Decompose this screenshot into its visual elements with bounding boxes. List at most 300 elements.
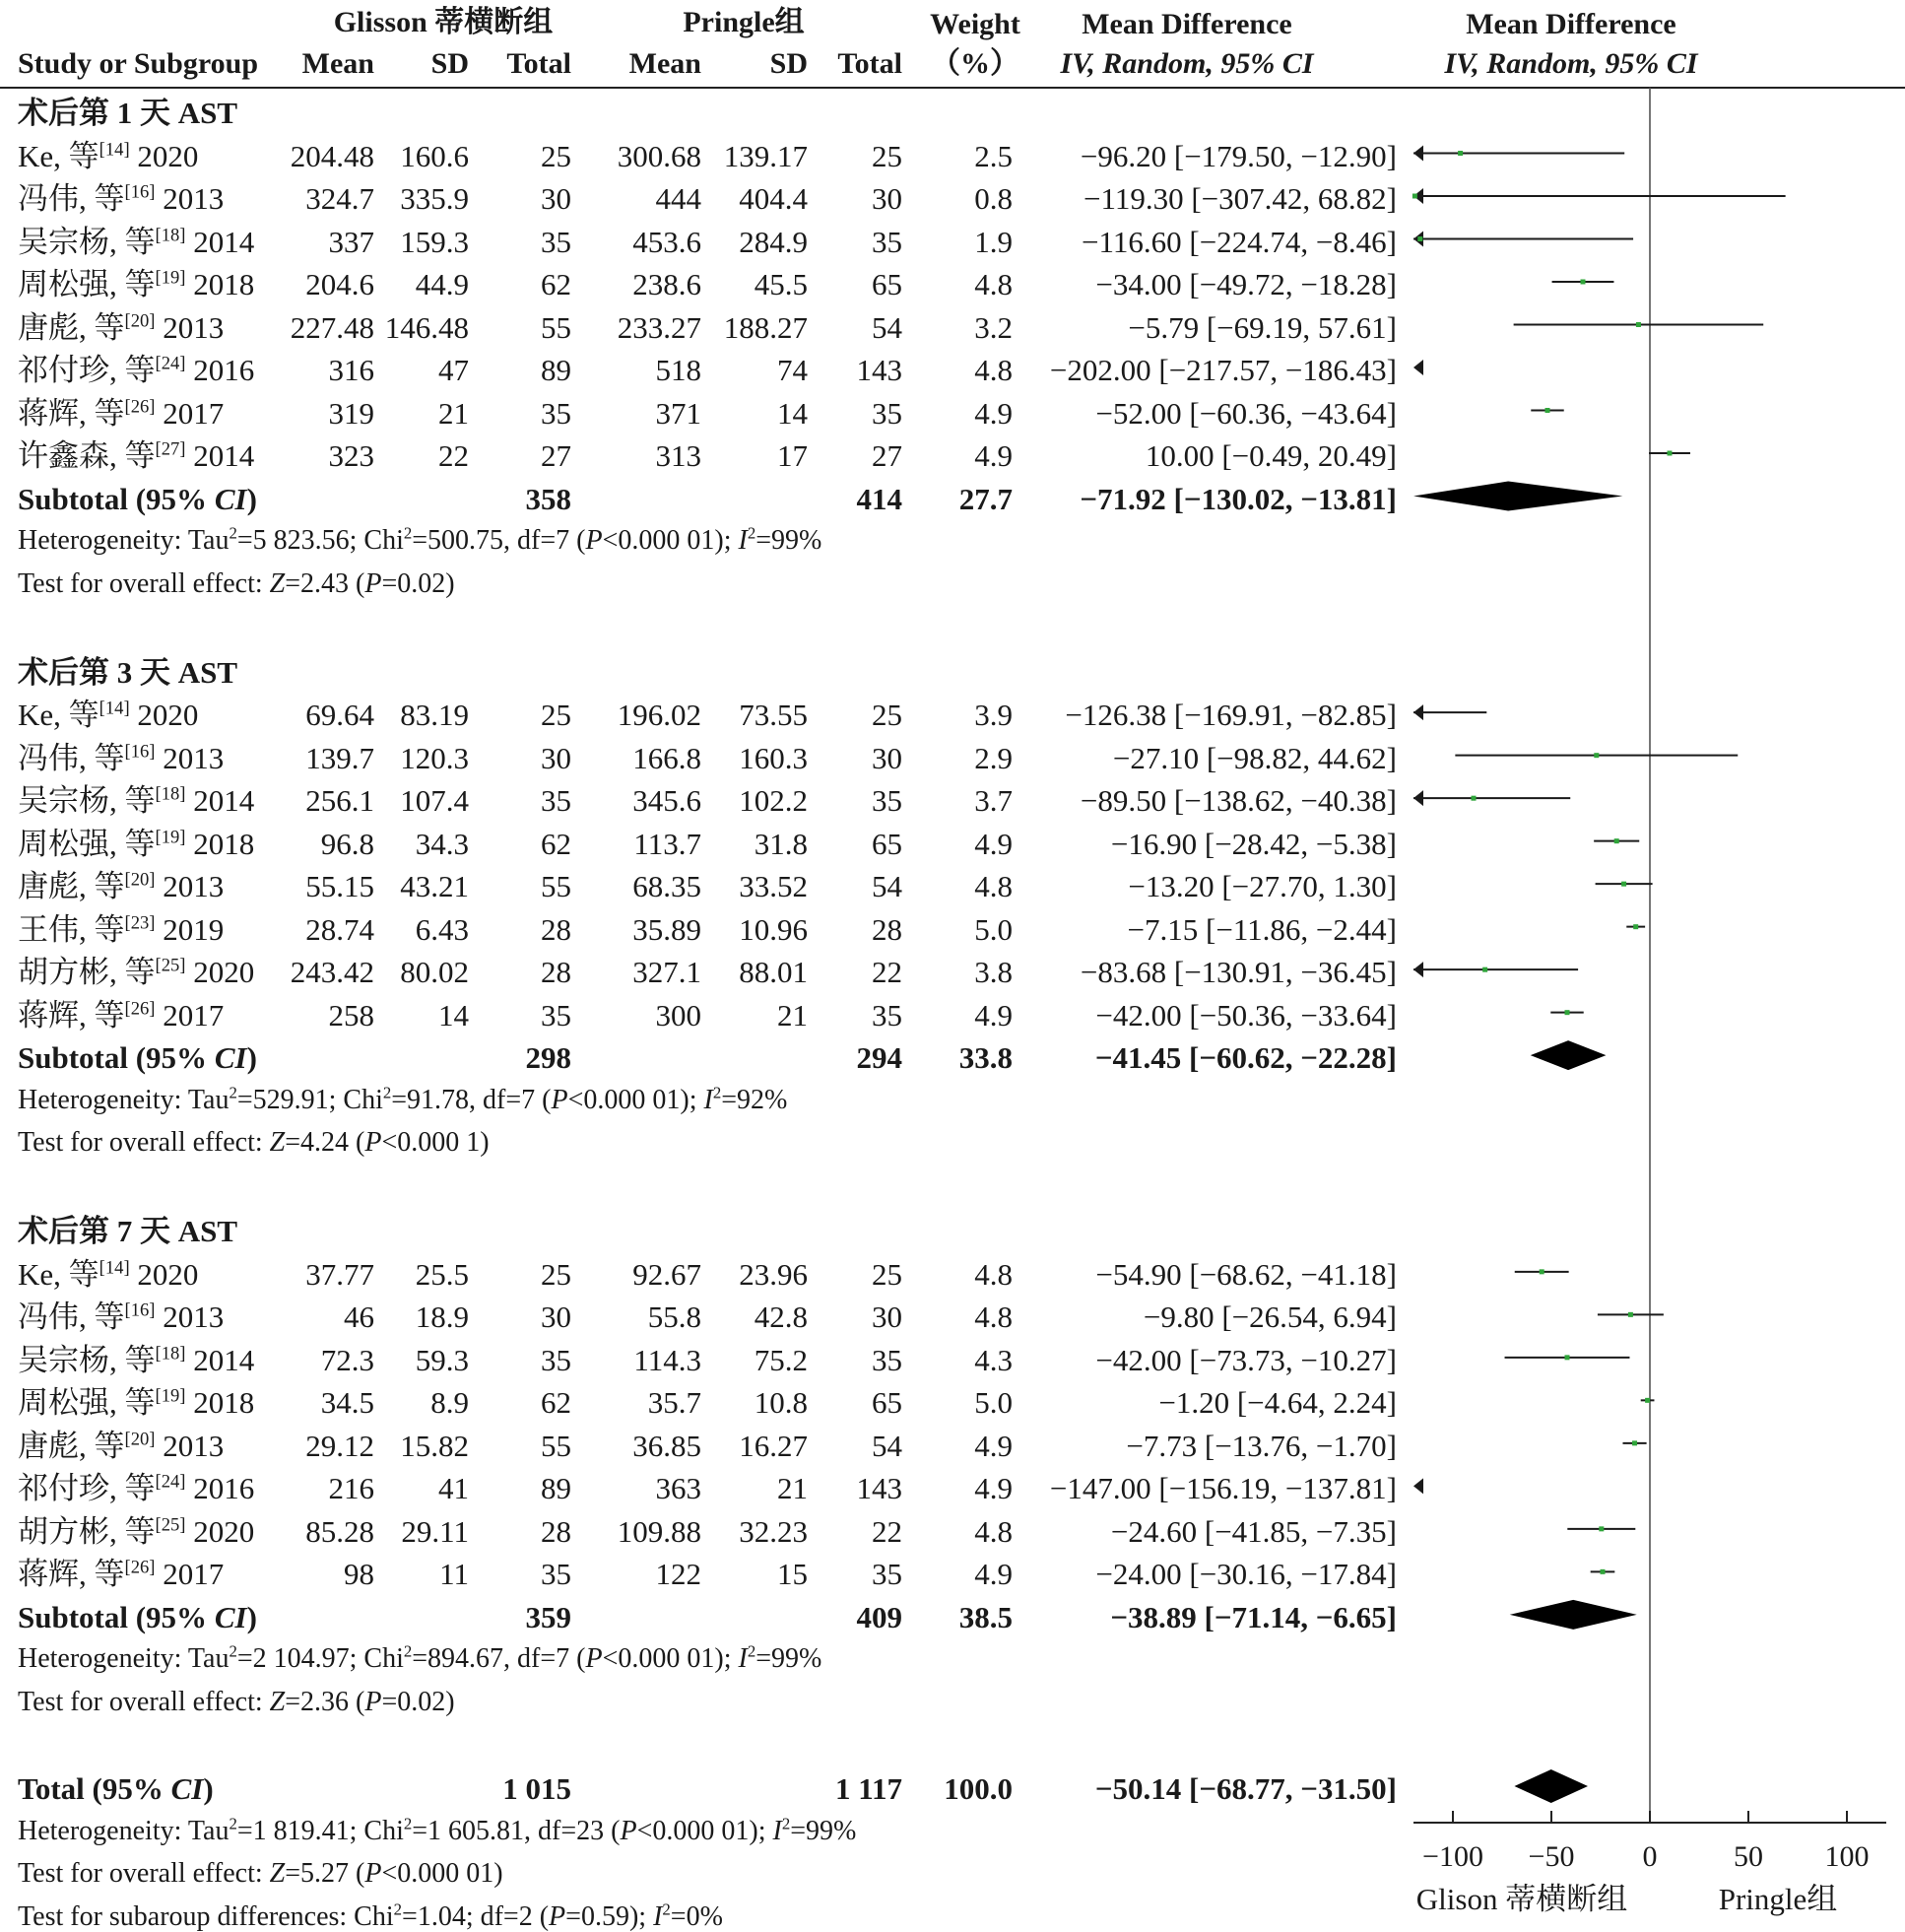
overall-effect-note: Test for overall effect: Z=2.36 (P=0.02) bbox=[18, 1686, 455, 1717]
study-year: 2013 bbox=[163, 740, 225, 775]
study-ref: [26] bbox=[124, 998, 156, 1020]
cell-md-ci: −83.68 [−130.91, −36.45] bbox=[1080, 955, 1397, 990]
subtotal-label-text: Subtotal (95% bbox=[18, 481, 215, 516]
cell-mean1: 204.6 bbox=[305, 267, 374, 301]
x-tick-label: −50 bbox=[1528, 1840, 1575, 1873]
pooled-diamond bbox=[1514, 1769, 1588, 1803]
study-year: 2018 bbox=[193, 1385, 255, 1421]
col-mean2-header: Mean bbox=[628, 47, 701, 80]
cell-mean1: 96.8 bbox=[320, 826, 374, 861]
study-ref: [18] bbox=[155, 225, 186, 246]
study-ref: [20] bbox=[124, 310, 156, 332]
cell-total2: 28 bbox=[872, 911, 902, 947]
cell-total2: 22 bbox=[872, 955, 902, 990]
cell-mean2: 113.7 bbox=[633, 826, 701, 861]
point-estimate bbox=[1581, 280, 1586, 285]
study-year: 2019 bbox=[163, 911, 225, 947]
cell-mean2: 55.8 bbox=[647, 1299, 701, 1335]
study-name: 吴宗杨, 等 bbox=[18, 783, 156, 819]
cell-weight: 2.9 bbox=[974, 740, 1013, 775]
cell-mean2: 327.1 bbox=[632, 955, 701, 990]
group1-header: Glisson 蒂横断组 bbox=[333, 6, 554, 38]
cell-sd2: 188.27 bbox=[723, 309, 808, 345]
cell-sd2: 15 bbox=[777, 1557, 808, 1592]
study-ref: [16] bbox=[124, 1300, 156, 1322]
cell-mean2: 238.6 bbox=[632, 267, 701, 301]
study-name: 周松强, 等 bbox=[18, 267, 156, 301]
cell-mean1: 29.12 bbox=[305, 1428, 374, 1463]
study-label bbox=[18, 997, 225, 1033]
study-name: 胡方彬, 等 bbox=[18, 955, 156, 990]
study-name: Ke, 等 bbox=[18, 138, 99, 173]
cell-weight: 4.8 bbox=[974, 353, 1013, 387]
cell-sd1: 41 bbox=[438, 1471, 469, 1506]
cell-total1: 62 bbox=[541, 1385, 571, 1421]
cell-sd1: 159.3 bbox=[400, 224, 469, 259]
study-name: 蒋辉, 等 bbox=[18, 997, 125, 1033]
cell-sd1: 14 bbox=[438, 997, 469, 1033]
subtotal-total2: 409 bbox=[856, 1599, 902, 1634]
cell-mean1: 85.28 bbox=[305, 1513, 374, 1549]
study-ref: [14] bbox=[99, 698, 130, 719]
cell-total1: 89 bbox=[541, 353, 571, 387]
subtotal-weight: 33.8 bbox=[958, 1040, 1013, 1076]
point-estimate bbox=[1417, 236, 1422, 241]
cell-md-ci: −9.80 [−26.54, 6.94] bbox=[1143, 1299, 1397, 1335]
point-estimate bbox=[1621, 882, 1626, 887]
cell-md-ci: −24.00 [−30.16, −17.84] bbox=[1095, 1557, 1397, 1592]
cell-md-ci: −13.20 [−27.70, 1.30] bbox=[1128, 869, 1397, 904]
cell-md-ci: −27.10 [−98.82, 44.62] bbox=[1112, 740, 1397, 775]
cell-md-ci: −147.00 [−156.19, −137.81] bbox=[1049, 1471, 1397, 1506]
cell-total2: 30 bbox=[872, 181, 902, 216]
cell-sd1: 11 bbox=[439, 1557, 469, 1592]
study-label bbox=[18, 440, 254, 471]
x-tick-label: 0 bbox=[1642, 1840, 1658, 1873]
cell-md-ci: −52.00 [−60.36, −43.64] bbox=[1095, 395, 1397, 431]
study-name: 周松强, 等 bbox=[18, 826, 156, 861]
cell-sd1: 29.11 bbox=[401, 1513, 469, 1549]
cell-weight: 4.8 bbox=[974, 1299, 1013, 1335]
cell-total2: 35 bbox=[872, 224, 902, 259]
cell-sd1: 335.9 bbox=[400, 181, 469, 216]
subtotal-md-ci: −71.92 [−130.02, −13.81] bbox=[1080, 481, 1397, 516]
study-ref: [27] bbox=[155, 438, 186, 460]
cell-weight: 4.9 bbox=[974, 1557, 1013, 1592]
cell-total2: 35 bbox=[872, 395, 902, 431]
cell-total1: 62 bbox=[541, 826, 571, 861]
study-ref: [14] bbox=[99, 1257, 130, 1279]
subgroup-title: 术后第 3 天 AST bbox=[18, 654, 238, 690]
cell-total1: 35 bbox=[541, 783, 571, 819]
cell-md-ci: −7.15 [−11.86, −2.44] bbox=[1127, 911, 1397, 947]
subtotal-ci-word: CI bbox=[214, 1599, 247, 1634]
cell-sd2: 73.55 bbox=[739, 698, 808, 733]
cell-md-ci: −42.00 [−73.73, −10.27] bbox=[1095, 1342, 1397, 1377]
cell-sd1: 44.9 bbox=[415, 267, 469, 301]
subtotal-label-text: Subtotal (95% bbox=[18, 1599, 215, 1634]
x-axis-left-label: Glison 蒂横断组 bbox=[1415, 1882, 1628, 1916]
cell-sd1: 83.19 bbox=[400, 698, 469, 733]
subtotal-total2: 294 bbox=[856, 1040, 902, 1076]
study-name: 唐彪, 等 bbox=[18, 309, 125, 345]
cell-mean2: 313 bbox=[655, 438, 701, 473]
cell-total2: 143 bbox=[856, 1471, 902, 1506]
cell-sd2: 88.01 bbox=[739, 955, 808, 990]
cell-mean1: 337 bbox=[328, 224, 374, 259]
cell-total1: 55 bbox=[541, 309, 571, 345]
cell-mean1: 55.15 bbox=[305, 869, 374, 904]
cell-sd2: 75.2 bbox=[754, 1342, 808, 1377]
cell-md-ci: −1.20 [−4.64, 2.24] bbox=[1158, 1385, 1397, 1421]
cell-mean2: 35.89 bbox=[632, 911, 701, 947]
cell-total2: 65 bbox=[872, 1385, 902, 1421]
cell-total1: 55 bbox=[541, 869, 571, 904]
cell-weight: 4.8 bbox=[974, 869, 1013, 904]
study-name: 许鑫森, 等 bbox=[18, 438, 156, 473]
cell-sd2: 42.8 bbox=[754, 1299, 808, 1335]
study-ref: [26] bbox=[124, 396, 156, 418]
subtotal-close: ) bbox=[246, 1040, 257, 1076]
cell-weight: 4.8 bbox=[974, 1256, 1013, 1292]
study-year: 2020 bbox=[137, 698, 199, 733]
point-estimate bbox=[1645, 1398, 1650, 1403]
weight-unit-header: （%） bbox=[931, 47, 1019, 80]
study-ref: [24] bbox=[155, 353, 186, 374]
study-name: 祁付珍, 等 bbox=[18, 1471, 156, 1506]
cell-total2: 25 bbox=[872, 1256, 902, 1292]
cell-weight: 4.3 bbox=[974, 1342, 1013, 1377]
cell-mean2: 363 bbox=[655, 1471, 701, 1506]
cell-sd1: 34.3 bbox=[415, 826, 469, 861]
cell-total1: 30 bbox=[541, 181, 571, 216]
subtotal-weight: 38.5 bbox=[958, 1599, 1013, 1634]
cell-total2: 35 bbox=[872, 1342, 902, 1377]
cell-total1: 28 bbox=[541, 911, 571, 947]
cell-md-ci: −7.73 [−13.76, −1.70] bbox=[1126, 1428, 1397, 1463]
footer-note: Heterogeneity: Tau$^2$=1 819.41; Chi$^2$=1 605.81, df=23 (P<0.000 01); $I^2=99\%$ bbox=[18, 1814, 857, 1846]
cell-weight: 4.8 bbox=[974, 1513, 1013, 1549]
cell-total1: 30 bbox=[541, 1299, 571, 1335]
cell-total1: 35 bbox=[541, 1557, 571, 1592]
group2-header: Pringle组 bbox=[683, 6, 805, 38]
cell-total2: 65 bbox=[872, 826, 902, 861]
md-sub-header: IV, Random, 95% CI bbox=[1060, 47, 1314, 80]
total-weight: 100.0 bbox=[944, 1771, 1013, 1807]
study-year: 2014 bbox=[193, 783, 255, 819]
study-ref: [19] bbox=[155, 267, 186, 289]
study-label bbox=[18, 1513, 255, 1549]
subtotal-total2: 414 bbox=[856, 481, 902, 516]
cell-sd2: 45.5 bbox=[754, 267, 808, 301]
cell-total1: 62 bbox=[541, 267, 571, 301]
cell-mean1: 37.77 bbox=[305, 1256, 374, 1292]
cell-total2: 22 bbox=[872, 1513, 902, 1549]
point-estimate bbox=[1668, 451, 1673, 456]
col-mean1-header: Mean bbox=[301, 47, 374, 80]
plot-sub-header: IV, Random, 95% CI bbox=[1444, 47, 1698, 80]
study-name: 蒋辉, 等 bbox=[18, 395, 125, 431]
cell-md-ci: −24.60 [−41.85, −7.35] bbox=[1110, 1513, 1397, 1549]
cell-total2: 143 bbox=[856, 353, 902, 387]
cell-mean2: 109.88 bbox=[617, 1513, 701, 1549]
cell-sd2: 102.2 bbox=[739, 783, 808, 819]
cell-weight: 4.9 bbox=[974, 997, 1013, 1033]
study-label bbox=[18, 911, 225, 947]
study-label bbox=[18, 1471, 255, 1506]
cell-md-ci: −16.90 [−28.42, −5.38] bbox=[1110, 826, 1397, 861]
study-label bbox=[18, 269, 254, 300]
cell-md-ci: −34.00 [−49.72, −18.28] bbox=[1095, 267, 1397, 301]
cell-sd1: 6.43 bbox=[415, 911, 469, 947]
x-tick-label: 50 bbox=[1734, 1840, 1763, 1873]
cell-sd2: 160.3 bbox=[739, 740, 808, 775]
study-ref: [18] bbox=[155, 1343, 186, 1365]
cell-sd2: 32.23 bbox=[739, 1513, 808, 1549]
cell-weight: 3.7 bbox=[974, 783, 1013, 819]
study-label bbox=[18, 826, 255, 861]
subtotal-total1: 359 bbox=[525, 1599, 571, 1634]
point-estimate bbox=[1482, 967, 1487, 972]
study-ref: [19] bbox=[155, 1386, 186, 1408]
cell-mean1: 216 bbox=[328, 1471, 374, 1506]
point-estimate bbox=[1636, 322, 1641, 327]
study-ref: [16] bbox=[124, 181, 156, 203]
cell-mean2: 122 bbox=[655, 1557, 701, 1592]
cell-weight: 4.9 bbox=[974, 438, 1013, 473]
study-year: 2013 bbox=[163, 309, 225, 345]
study-year: 2017 bbox=[163, 395, 225, 431]
study-year: 2018 bbox=[193, 267, 255, 301]
subgroup-title: 术后第 7 天 AST bbox=[18, 1214, 238, 1249]
cell-total1: 25 bbox=[541, 138, 571, 173]
cell-sd2: 139.17 bbox=[723, 138, 808, 173]
ci-arrow-left bbox=[1413, 146, 1423, 162]
cell-weight: 5.0 bbox=[974, 1385, 1013, 1421]
study-name: 冯伟, 等 bbox=[18, 1299, 125, 1335]
cell-md-ci: −89.50 [−138.62, −40.38] bbox=[1080, 783, 1397, 819]
md-header: Mean Difference bbox=[1082, 8, 1292, 40]
subtotal-total1: 358 bbox=[525, 481, 571, 516]
cell-sd2: 14 bbox=[777, 395, 808, 431]
cell-sd2: 10.96 bbox=[739, 911, 808, 947]
cell-sd1: 146.48 bbox=[384, 309, 469, 345]
cell-total2: 25 bbox=[872, 138, 902, 173]
cell-total2: 54 bbox=[872, 1428, 902, 1463]
total-label-text: Total (95% bbox=[18, 1771, 171, 1807]
weight-header: Weight bbox=[930, 8, 1020, 40]
cell-sd2: 284.9 bbox=[739, 224, 808, 259]
study-label bbox=[18, 395, 225, 431]
cell-sd1: 120.3 bbox=[400, 740, 469, 775]
point-estimate bbox=[1632, 1440, 1637, 1445]
cell-mean2: 444 bbox=[655, 181, 701, 216]
cell-sd2: 23.96 bbox=[739, 1256, 808, 1292]
study-ref: [24] bbox=[155, 1472, 186, 1494]
cell-mean2: 36.85 bbox=[632, 1428, 701, 1463]
cell-sd2: 10.8 bbox=[754, 1385, 808, 1421]
study-label bbox=[18, 309, 225, 345]
total-total2: 1 117 bbox=[834, 1771, 902, 1807]
cell-sd1: 21 bbox=[438, 395, 469, 431]
cell-sd1: 80.02 bbox=[400, 955, 469, 990]
study-year: 2020 bbox=[193, 955, 255, 990]
cell-total1: 25 bbox=[541, 698, 571, 733]
cell-mean1: 139.7 bbox=[305, 740, 374, 775]
study-label bbox=[18, 224, 255, 259]
cell-total2: 27 bbox=[872, 438, 902, 473]
cell-md-ci: 10.00 [−0.49, 20.49] bbox=[1145, 438, 1397, 473]
study-name: 胡方彬, 等 bbox=[18, 1513, 156, 1549]
cell-total1: 35 bbox=[541, 1342, 571, 1377]
cell-sd1: 18.9 bbox=[415, 1299, 469, 1335]
subtotal-label bbox=[18, 1040, 257, 1076]
study-ref: [25] bbox=[155, 1514, 186, 1536]
study-name: 祁付珍, 等 bbox=[18, 353, 156, 387]
cell-mean2: 233.27 bbox=[617, 309, 701, 345]
cell-mean1: 324.7 bbox=[305, 181, 374, 216]
cell-mean1: 34.5 bbox=[320, 1385, 374, 1421]
cell-total1: 35 bbox=[541, 997, 571, 1033]
study-label bbox=[18, 1342, 255, 1377]
heterogeneity-note: Heterogeneity: Tau$^2$=5 823.56; Chi$^2$=500.75, df=7 (P<0.000 01); $I^2=99\%$ bbox=[18, 523, 822, 556]
point-estimate bbox=[1633, 924, 1638, 929]
point-estimate bbox=[1472, 796, 1477, 801]
cell-mean1: 98 bbox=[344, 1557, 374, 1592]
cell-sd2: 17 bbox=[777, 438, 808, 473]
cell-weight: 4.8 bbox=[974, 267, 1013, 301]
cell-sd2: 74 bbox=[777, 353, 808, 387]
cell-total1: 35 bbox=[541, 224, 571, 259]
cell-total2: 54 bbox=[872, 309, 902, 345]
cell-md-ci: −126.38 [−169.91, −82.85] bbox=[1065, 698, 1397, 733]
cell-weight: 2.5 bbox=[974, 138, 1013, 173]
cell-mean2: 300.68 bbox=[617, 138, 701, 173]
cell-total1: 25 bbox=[541, 1256, 571, 1292]
cell-mean1: 46 bbox=[344, 1299, 374, 1335]
cell-md-ci: −42.00 [−50.36, −33.64] bbox=[1095, 997, 1397, 1033]
col-sd1-header: SD bbox=[430, 47, 469, 80]
cell-sd1: 15.82 bbox=[400, 1428, 469, 1463]
cell-total2: 30 bbox=[872, 740, 902, 775]
point-estimate bbox=[1540, 1269, 1544, 1274]
cell-sd1: 59.3 bbox=[415, 1342, 469, 1377]
total-total1: 1 015 bbox=[502, 1771, 571, 1807]
study-year: 2013 bbox=[163, 181, 225, 216]
cell-weight: 3.9 bbox=[974, 698, 1013, 733]
cell-sd1: 160.6 bbox=[400, 138, 469, 173]
x-tick-label: −100 bbox=[1422, 1840, 1483, 1873]
total-close: ) bbox=[203, 1771, 214, 1807]
cell-mean1: 258 bbox=[328, 997, 374, 1033]
cell-sd1: 107.4 bbox=[400, 783, 469, 819]
cell-total2: 35 bbox=[872, 783, 902, 819]
cell-sd2: 21 bbox=[777, 1471, 808, 1506]
study-label bbox=[18, 1428, 225, 1463]
ci-arrow-left bbox=[1413, 790, 1423, 806]
cell-mean1: 316 bbox=[328, 353, 374, 387]
study-name: 唐彪, 等 bbox=[18, 1428, 125, 1463]
cell-weight: 4.9 bbox=[974, 395, 1013, 431]
study-label bbox=[18, 1385, 255, 1421]
study-name: Ke, 等 bbox=[18, 1256, 99, 1292]
study-ref: [14] bbox=[99, 139, 130, 161]
cell-sd1: 47 bbox=[438, 353, 469, 387]
heterogeneity-note: Heterogeneity: Tau$^2$=529.91; Chi$^2$=91.78, df=7 (P<0.000 01); $I^2=92\%$ bbox=[18, 1083, 788, 1115]
cell-weight: 4.9 bbox=[974, 826, 1013, 861]
cell-total1: 89 bbox=[541, 1471, 571, 1506]
study-year: 2013 bbox=[163, 1299, 225, 1335]
cell-total2: 35 bbox=[872, 1557, 902, 1592]
cell-md-ci: −119.30 [−307.42, 68.82] bbox=[1084, 181, 1397, 216]
cell-mean2: 518 bbox=[655, 353, 701, 387]
point-estimate bbox=[1565, 1355, 1570, 1360]
cell-md-ci: −116.60 [−224.74, −8.46] bbox=[1082, 224, 1397, 259]
cell-sd1: 8.9 bbox=[430, 1385, 469, 1421]
col-total1-header: Total bbox=[506, 47, 571, 80]
cell-mean2: 68.35 bbox=[632, 869, 701, 904]
cell-total2: 35 bbox=[872, 997, 902, 1033]
study-label bbox=[18, 740, 225, 775]
subtotal-md-ci: −38.89 [−71.14, −6.65] bbox=[1110, 1599, 1397, 1634]
study-year: 2014 bbox=[193, 438, 255, 473]
total-ci-word: CI bbox=[170, 1771, 204, 1807]
subtotal-weight: 27.7 bbox=[958, 481, 1013, 516]
study-label bbox=[18, 1557, 225, 1592]
cell-total2: 65 bbox=[872, 267, 902, 301]
cell-mean2: 371 bbox=[655, 395, 701, 431]
overall-effect-note: Test for overall effect: Z=4.24 (P<0.000 1) bbox=[18, 1127, 490, 1159]
cell-total2: 25 bbox=[872, 698, 902, 733]
cell-weight: 3.8 bbox=[974, 955, 1013, 990]
point-estimate bbox=[1412, 194, 1417, 199]
total-label bbox=[18, 1771, 214, 1807]
point-estimate bbox=[1628, 1312, 1633, 1317]
study-year: 2016 bbox=[193, 1471, 255, 1506]
study-ref: [19] bbox=[155, 827, 186, 848]
study-name: 吴宗杨, 等 bbox=[18, 1342, 156, 1377]
cell-sd2: 33.52 bbox=[739, 869, 808, 904]
plot-header: Mean Difference bbox=[1466, 8, 1676, 40]
cell-md-ci: −202.00 [−217.57, −186.43] bbox=[1049, 353, 1397, 387]
cell-weight: 0.8 bbox=[974, 181, 1013, 216]
study-label bbox=[18, 955, 255, 990]
cell-mean1: 319 bbox=[328, 395, 374, 431]
study-year: 2017 bbox=[163, 997, 225, 1033]
study-year: 2020 bbox=[193, 1513, 255, 1549]
cell-mean1: 256.1 bbox=[305, 783, 374, 819]
pooled-diamond bbox=[1510, 1600, 1637, 1630]
subtotal-ci-word: CI bbox=[214, 1040, 247, 1076]
cell-mean2: 92.67 bbox=[632, 1256, 701, 1292]
subtotal-close: ) bbox=[246, 481, 257, 516]
ci-arrow-left bbox=[1413, 962, 1423, 977]
cell-weight: 3.2 bbox=[974, 309, 1013, 345]
cell-mean1: 227.48 bbox=[290, 309, 374, 345]
point-estimate bbox=[1614, 838, 1619, 843]
cell-mean2: 345.6 bbox=[632, 783, 701, 819]
x-tick-label: 100 bbox=[1824, 1840, 1870, 1873]
cell-weight: 5.0 bbox=[974, 911, 1013, 947]
subgroup-title: 术后第 1 天 AST bbox=[18, 96, 238, 130]
study-name: 王伟, 等 bbox=[18, 911, 125, 947]
heterogeneity-note: Heterogeneity: Tau$^2$=2 104.97; Chi$^2$=894.67, df=7 (P<0.000 01); $I^2=99\%$ bbox=[18, 1642, 822, 1675]
study-ref: [20] bbox=[124, 1429, 156, 1450]
cell-mean2: 166.8 bbox=[632, 740, 701, 775]
cell-total1: 27 bbox=[541, 438, 571, 473]
study-name: 周松强, 等 bbox=[18, 1385, 156, 1421]
cell-sd2: 31.8 bbox=[754, 826, 808, 861]
